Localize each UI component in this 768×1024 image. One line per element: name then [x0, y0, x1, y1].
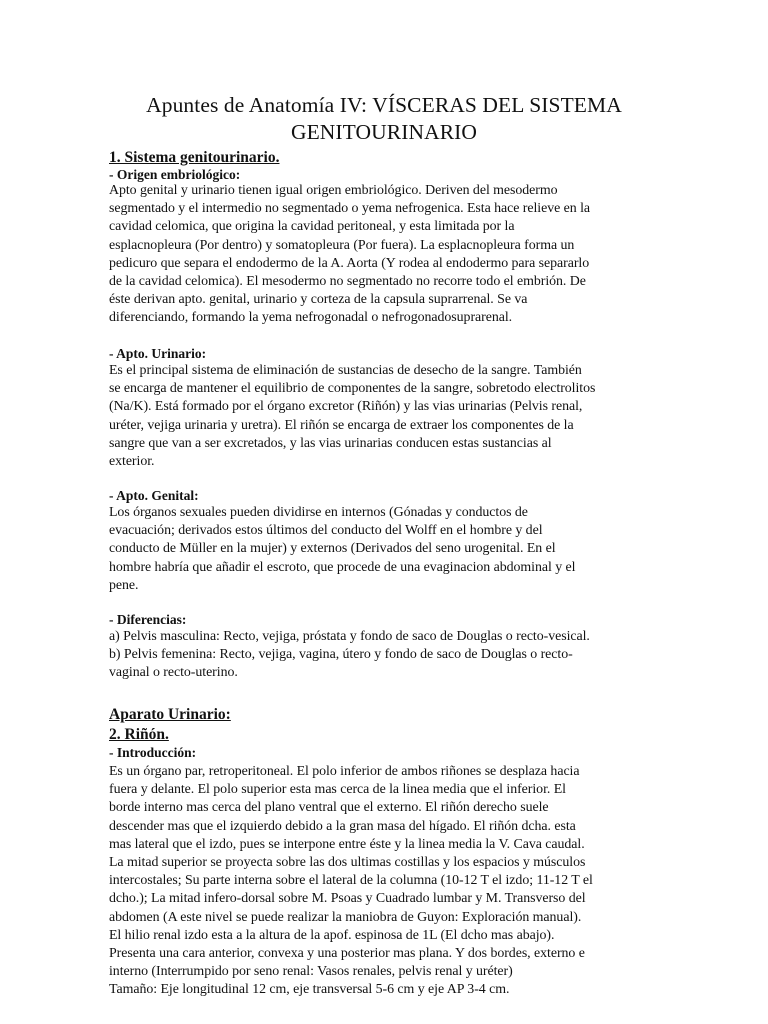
text-line: fuera y delante. El polo superior esta mas cerca de la linea media que el inferior. El [109, 782, 566, 798]
title-line-2: GENITOURINARIO [290, 120, 478, 144]
title-line-1: Apuntes de Anatomía IV: VÍSCERAS DEL SISTEMA [146, 93, 622, 117]
paragraph-introduccion [109, 763, 593, 1000]
text-line: borde interno mas cerca del plano ventral que el externo. El riñón derecho suele [109, 800, 549, 816]
paragraph-origen [109, 182, 590, 328]
text-line: segmentado y el intermedio no segmentado o yema nefrogenica. Esta hace relieve en la [109, 201, 591, 217]
text-line: a) Pelvis masculina: Recto, vejiga, próstata y fondo de saco de Douglas o recto-vesical. [109, 629, 590, 644]
subheading-urinario: - Apto. Urinario: [109, 346, 207, 361]
text-line: abdomen (A este nivel se puede realizar la maniobra de Guyon: Exploración manual). [109, 909, 582, 925]
paragraph-genital [109, 504, 575, 595]
text-line: Tamaño: Eje longitudinal 12 cm, eje transversal 5-6 cm y eje AP 3-4 cm. [109, 982, 510, 998]
subheading-origen: - Origen embriológico: [109, 167, 241, 182]
subheading-diferencias: - Diferencias: [109, 612, 187, 627]
text-line: dcho.); La mitad infero-dorsal sobre M. Psoas y Cuadrado lumbar y M. Transverso del [109, 891, 586, 907]
text-line: mas lateral que el izdo, pues se interpone entre éste y la linea media la V. Cava caudal. [109, 836, 585, 852]
text-line: Es un órgano par, retroperitoneal. El polo inferior de ambos riñones se desplaza hacia [109, 764, 580, 779]
text-line: pedicuro que separa el endodermo de la A. Aorta (Y rodea al endodermo para separarlo [109, 255, 590, 271]
text-line: éste derivan apto. genital, urinario y corteza de la capsula suprarrenal. Se va [109, 292, 528, 308]
text-line: cavidad celomica, que origina la cavidad peritoneal, y esta limitada por la [109, 219, 515, 235]
text-line: pene. [109, 577, 139, 593]
text-line: de la cavidad celomica). El mesodermo no segmentado no recorre todo el embrión. De [109, 274, 586, 290]
text-line: evacuación; derivados estos últimos del conducto del Wolff en el hombre y del [109, 523, 543, 539]
text-line: hombre habría que añadir el escroto, que procede de una evaginacion abdominal y el [109, 559, 576, 575]
section-heading-rinon: 2. Riñón. [109, 726, 169, 743]
text-line: Los órganos sexuales pueden dividirse en internos (Gónadas y conductos de [109, 505, 528, 520]
text-line: esplacnopleura (Por dentro) y somatopleura (Por fuera). La esplacnopleura forma un [109, 237, 575, 253]
text-line: uréter, vejiga urinaria y uretra). El riñón se encarga de extraer los componentes de la [109, 417, 574, 433]
text-line: El hilio renal izdo esta a la altura de la apof. espinosa de 1L (El dcho mas abajo). [109, 927, 555, 943]
text-line: conducto de Müller en la mujer) y externos (Derivados del seno urogenital. En el [109, 541, 556, 557]
text-line: diferenciando, formando la yema nefrogonadal o nefrogonadosuprarenal. [109, 310, 513, 326]
subheading-introduccion: - Introducción: [109, 745, 197, 760]
text-line: se encarga de mantener el equilibrio de componentes de la sangre, sobretodo electrolitos [109, 381, 596, 397]
text-line: Es el principal sistema de eliminación de sustancias de desecho de la sangre. También [109, 363, 582, 378]
text-line: (Na/K). Está formado por el órgano excretor (Riñón) y las vias urinarias (Pelvis renal, [109, 399, 583, 415]
text-line: La mitad superior se proyecta sobre las dos ultimas costillas y los espacios y músculos [109, 855, 586, 871]
text-line: Apto genital y urinario tienen igual origen embriológico. Deriven del mesodermo [109, 183, 558, 198]
text-line: b) Pelvis femenina: Recto, vejiga, vagina, útero y fondo de saco de Douglas o recto- [109, 647, 573, 663]
section-heading-aparato-urinario: Aparato Urinario: [109, 706, 231, 723]
text-line: exterior. [109, 454, 155, 470]
paragraph-diferencias [109, 628, 590, 683]
text-line: interno (Interrumpido por seno renal: Vasos renales, pelvis renal y uréter) [109, 964, 513, 980]
section-heading-sistema: 1. Sistema genitourinario. [109, 149, 280, 166]
text-line: Presenta una cara anterior, convexa y una posterior mas plana. Y dos bordes, externo e [109, 946, 585, 962]
document-title [90, 92, 678, 146]
subheading-genital: - Apto. Genital: [109, 488, 199, 503]
text-line: sangre que van a ser excretados, y las vias urinarias conducen estas sustancias al [109, 435, 552, 451]
text-line: vaginal o recto-uterino. [109, 665, 238, 681]
paragraph-urinario [109, 362, 595, 471]
text-line: intercostales; Su parte interna sobre el lateral de la columna (10-12 T el izdo; 11-12 T el [109, 873, 593, 889]
text-line: descender mas que el izquierdo debido a la gran masa del hígado. El riñón dcha. esta [109, 818, 576, 834]
